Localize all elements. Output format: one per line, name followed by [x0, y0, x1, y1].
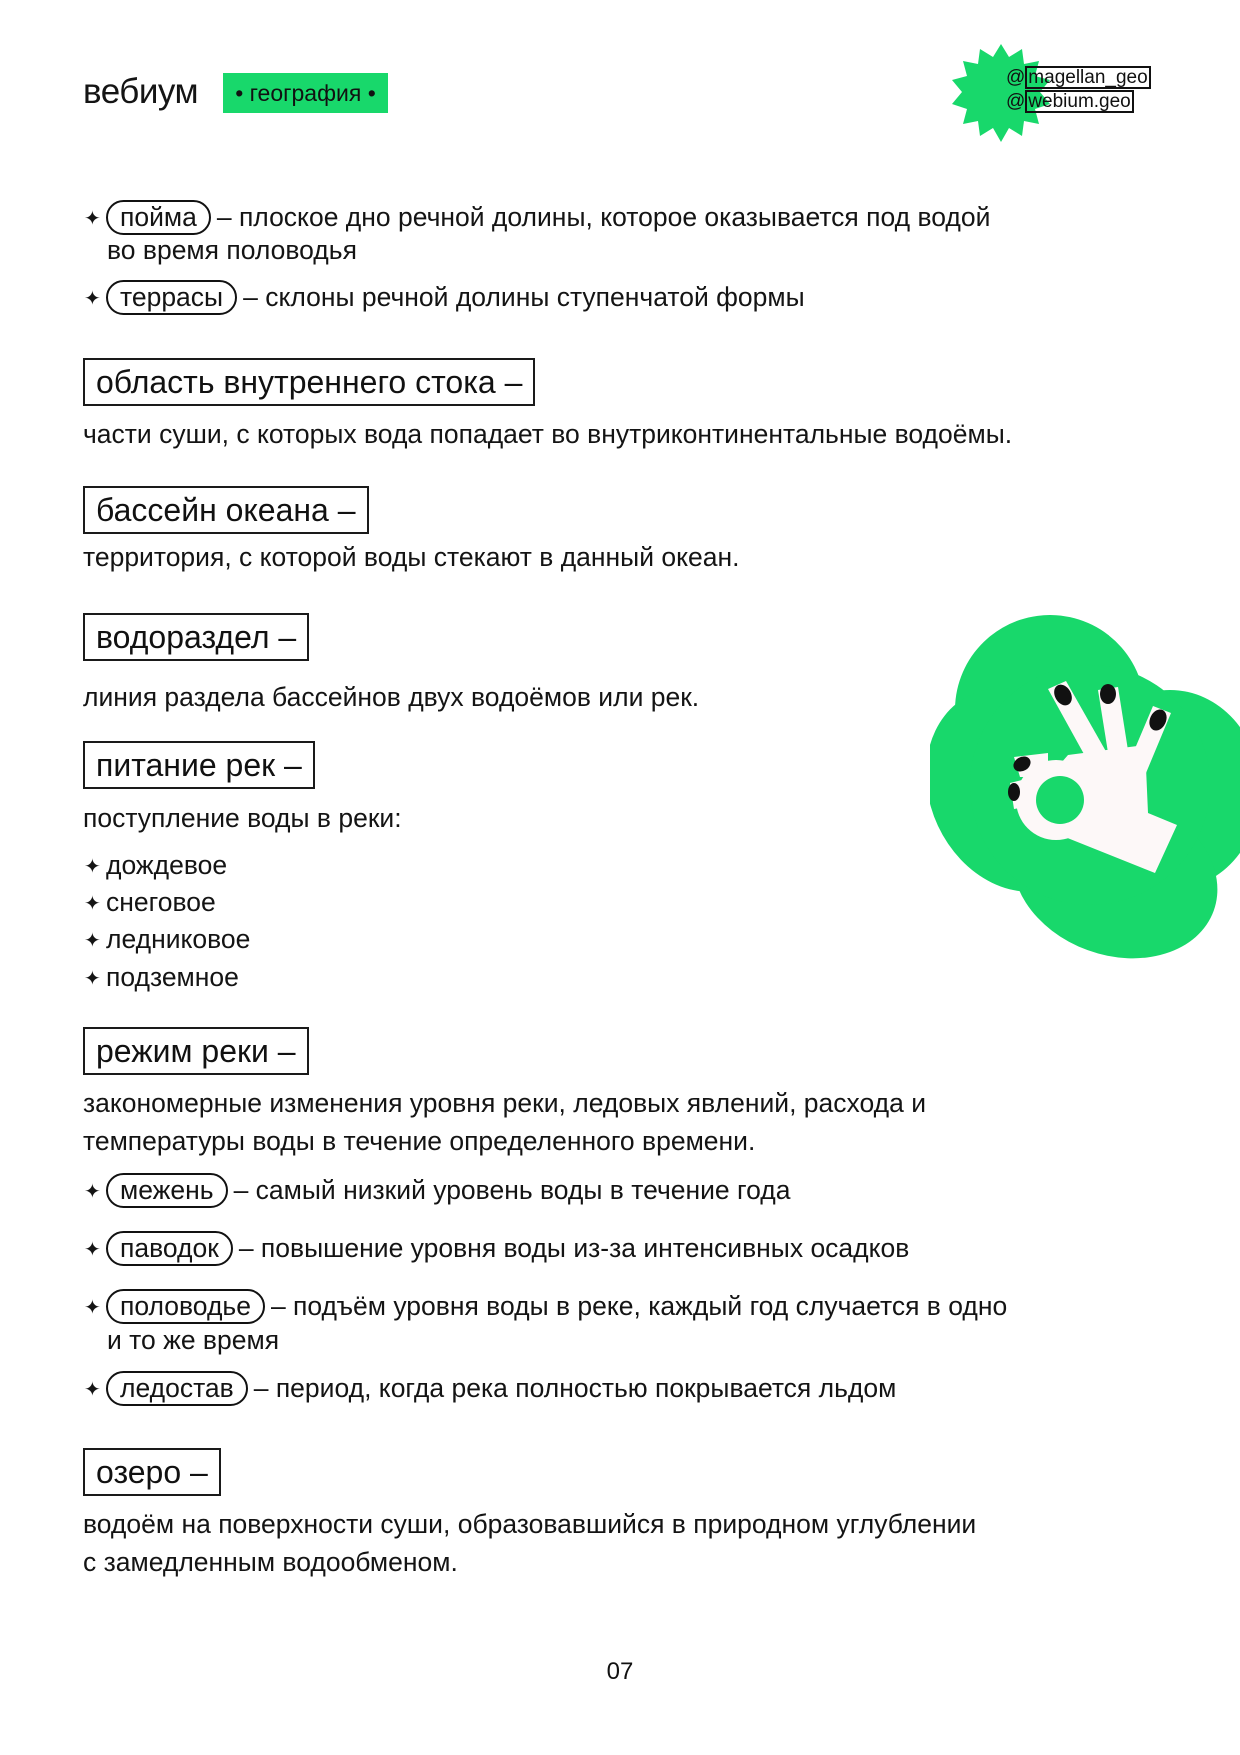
brand-logo: вебиум: [83, 72, 199, 111]
definition-text: с замедленным водообменом.: [83, 1547, 458, 1577]
term-pill: ледостав: [106, 1371, 248, 1406]
definition-term-box: питание рек –: [83, 741, 315, 789]
definition-text: водоём на поверхности суши, образовавшийся в природном углублении: [83, 1509, 977, 1539]
handle-magellan[interactable]: @ magellan_geo: [1006, 66, 1151, 90]
term-pill: пойма: [106, 200, 211, 235]
list-item: ✦ дождевое: [84, 847, 227, 885]
sparkle-bullet-icon: ✦: [84, 856, 101, 878]
term-description: – самый низкий уровень воды в течение года: [233, 1175, 791, 1205]
sparkle-bullet-icon: ✦: [84, 1181, 101, 1203]
definition-term-box: область внутреннего стока –: [83, 358, 535, 406]
definition-text: поступление воды в реки:: [83, 803, 402, 833]
term-description: – плоское дно речной долины, которое оказывается под водой: [216, 202, 991, 232]
term-description: – повышение уровня воды из-за интенсивных осадков: [238, 1233, 910, 1263]
subject-tag: • география •: [223, 73, 388, 113]
sparkle-bullet-icon: ✦: [84, 288, 101, 310]
sparkle-bullet-icon: ✦: [84, 1239, 101, 1261]
sparkle-bullet-icon: ✦: [84, 1297, 101, 1319]
term-pill: террасы: [106, 280, 237, 315]
sparkle-bullet-icon: ✦: [84, 968, 101, 990]
term-item-ledostav: [84, 1370, 896, 1408]
term-item-pavodok: [84, 1230, 909, 1268]
ok-ring-hole: [1036, 776, 1084, 824]
term-description: – подъём уровня воды в реке, каждый год случается в одно: [270, 1291, 1008, 1321]
definition-text: линия раздела бассейнов двух водоёмов или рек.: [83, 682, 700, 712]
definition-text: территория, с которой воды стекают в данный океан.: [83, 542, 740, 572]
social-handles: [1006, 66, 1151, 114]
term-pill: межень: [106, 1173, 228, 1208]
term-pill: паводок: [106, 1231, 233, 1266]
term-pill: половодье: [106, 1289, 265, 1324]
ok-hand-illustration: [930, 615, 1240, 960]
term-description: – склоны речной долины ступенчатой формы: [243, 282, 805, 312]
sparkle-bullet-icon: ✦: [84, 1379, 101, 1401]
term-item-polovodye: [84, 1288, 1007, 1326]
definition-text: закономерные изменения уровня реки, ледовых явлений, расхода и: [83, 1088, 926, 1118]
list-item: ✦ снеговое: [84, 884, 216, 922]
term-item-terrasy: [84, 279, 805, 317]
list-item: ✦ подземное: [84, 959, 239, 997]
sparkle-bullet-icon: ✦: [84, 893, 101, 915]
definition-term-box: водораздел –: [83, 613, 309, 661]
definition-text: части суши, с которых вода попадает во внутриконтинентальные водоёмы.: [83, 419, 1013, 449]
handle-webium[interactable]: @ webium.geo: [1006, 90, 1151, 114]
page-number: 07: [606, 1658, 634, 1685]
sparkle-bullet-icon: ✦: [84, 930, 101, 952]
term-item-mezhen: [84, 1172, 790, 1210]
list-item: ✦ ледниковое: [84, 921, 250, 959]
term-description-continued: и то же время: [107, 1325, 280, 1355]
term-description-continued: во время половодья: [107, 235, 357, 265]
term-description: – период, когда река полностью покрывается льдом: [253, 1373, 897, 1403]
definition-text: температуры воды в течение определенного времени.: [83, 1126, 756, 1156]
definition-term-box: режим реки –: [83, 1027, 309, 1075]
definition-term-box: бассейн океана –: [83, 486, 369, 534]
definition-term-box: озеро –: [83, 1448, 221, 1496]
sparkle-bullet-icon: ✦: [84, 208, 101, 230]
